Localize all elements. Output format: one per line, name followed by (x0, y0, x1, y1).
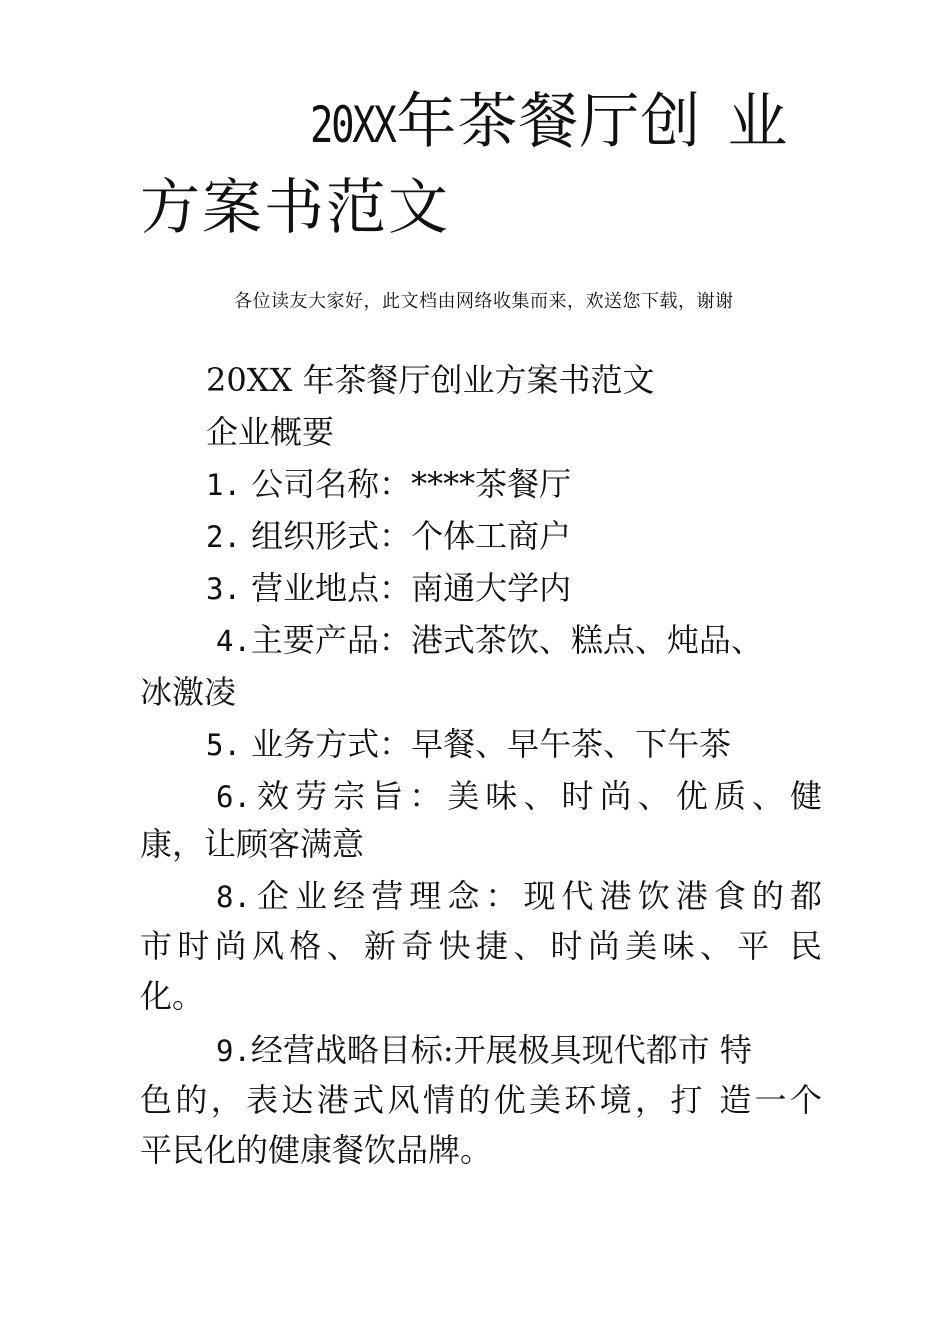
list-item-number: 6. (216, 780, 251, 814)
list-item-text: 组织形式：个体工商户 (251, 517, 572, 555)
list-item-1 (206, 462, 571, 507)
list-item-5 (206, 722, 731, 767)
document-title-line-2: 方案书范文 (140, 173, 450, 243)
title-year: 20XX (310, 96, 395, 154)
list-item-8-line-2: 市时尚风格、新奇快捷、时尚美味、平 民 (140, 927, 822, 965)
list-item-number: 5. (206, 728, 241, 762)
list-item-6-line-1 (216, 774, 822, 819)
document-title-line-1 (310, 82, 830, 165)
list-item-number: 2. (206, 520, 241, 554)
title-text-part-2: 业 (727, 87, 789, 157)
list-item-8-line-1 (216, 874, 822, 919)
list-item-text: 主要产品：港式茶饮、糕点、炖品、 (250, 621, 763, 659)
list-item-9-line-2: 色的，表达港式风情的优美环境，打 造一个 (140, 1081, 822, 1119)
list-item-2 (206, 514, 571, 559)
section-heading: 企业概要 (206, 413, 335, 451)
list-item-text: 效劳宗旨：美味、时尚、优质、健 (250, 777, 822, 815)
list-item-number: 3. (206, 572, 241, 606)
list-item-text: 营业地点：南通大学内 (251, 569, 572, 607)
list-item-text: 业务方式：早餐、早午茶、下午茶 (251, 725, 732, 763)
list-item-number: 8. (216, 880, 251, 914)
list-item-4-line-1 (216, 618, 763, 663)
list-item-text: 经营战略目标:开展极具现代都市 特 (250, 1031, 752, 1069)
list-item-8-line-3: 化。 (140, 977, 205, 1015)
list-item-9-line-1 (216, 1028, 752, 1073)
body-doc-title: 20XX 年茶餐厅创业方案书范文 (206, 361, 655, 399)
list-item-number: 1. (206, 468, 241, 502)
list-item-4-line-2: 冰激凌 (140, 673, 237, 711)
list-item-3 (206, 566, 571, 611)
list-item-9-line-3: 平民化的健康餐饮品牌。 (140, 1131, 493, 1169)
list-item-text: 公司名称：****茶餐厅 (251, 465, 572, 503)
download-notice: 各位读友大家好，此文档由网络收集而来，欢送您下载，谢谢 (234, 291, 734, 312)
list-item-text: 企业经营理念：现代港饮港食的都 (250, 877, 822, 915)
title-text-part-1: 年茶餐厅创 (396, 87, 702, 157)
list-item-number: 4. (216, 624, 251, 658)
list-item-6-line-2: 康，让顾客满意 (140, 825, 365, 863)
list-item-number: 9. (216, 1034, 251, 1068)
